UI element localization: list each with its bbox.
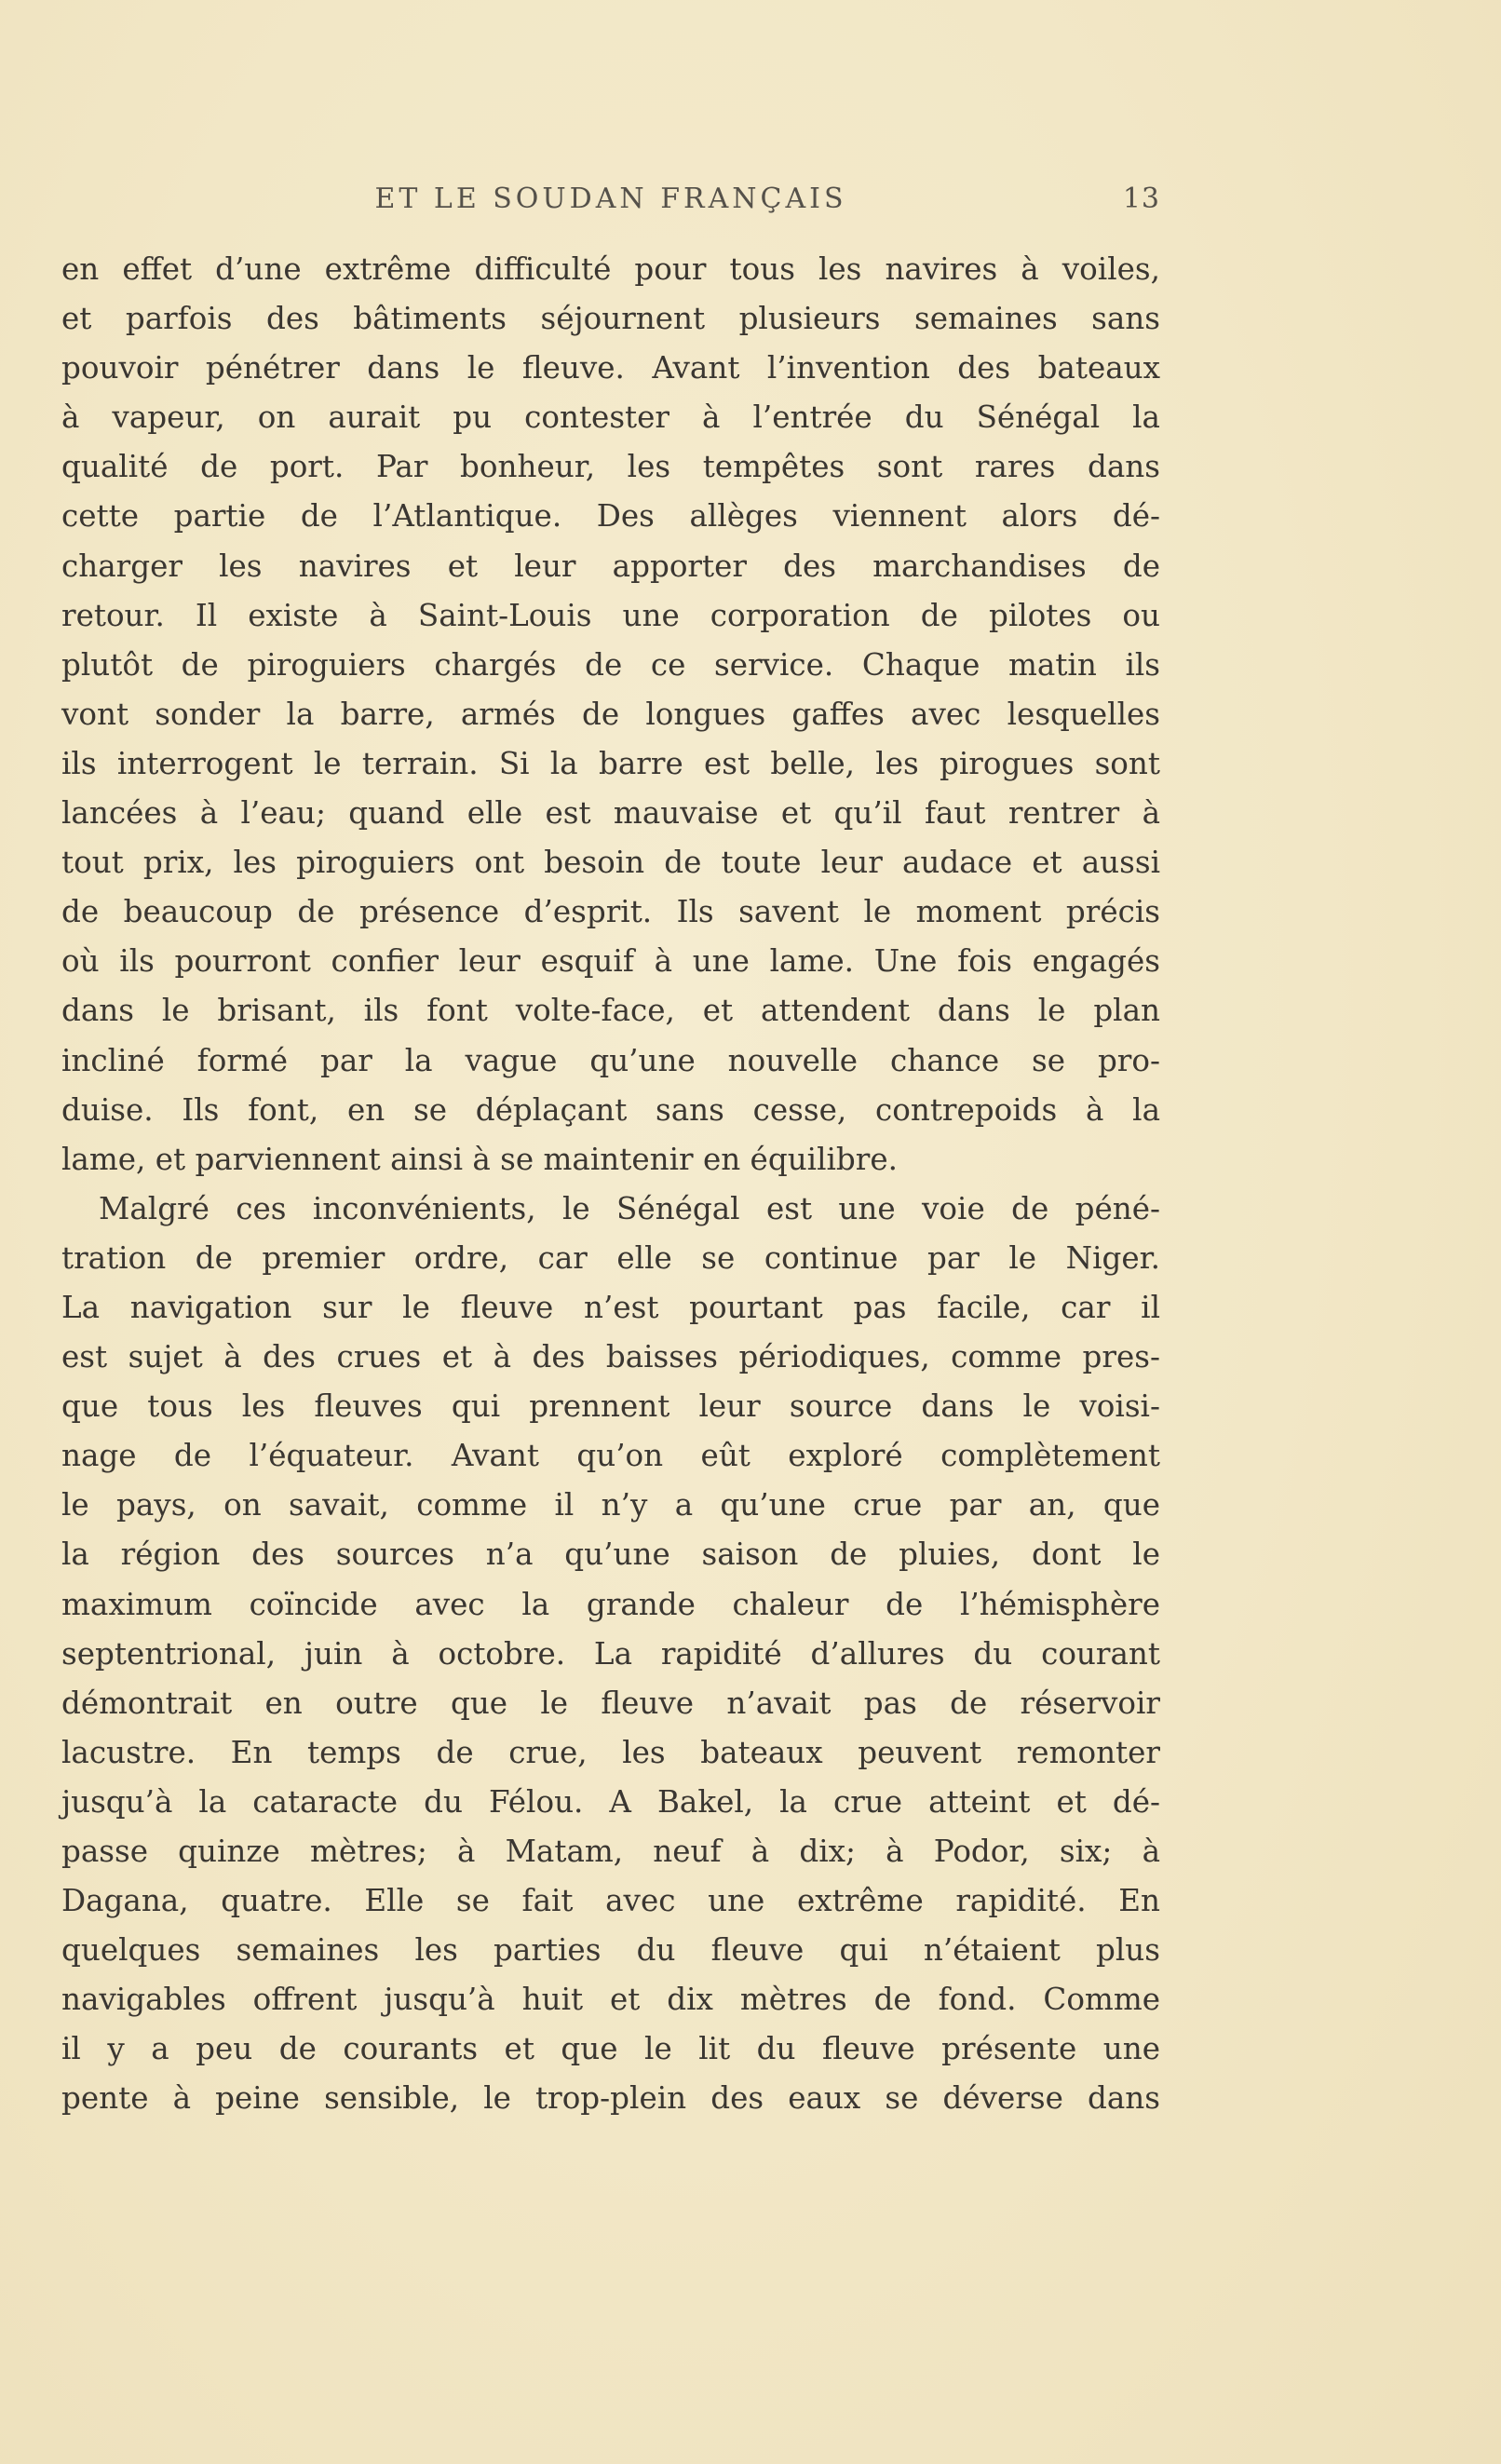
text-line: lacustre. En temps de crue, les bateaux peuvent remonter — [61, 1734, 1160, 1770]
text-line: vont sonder la barre, armés de longues gaffes avec lesquelles — [61, 696, 1160, 732]
text-line: dans le brisant, ils font volte-face, et attendent dans le plan — [61, 993, 1160, 1029]
body-text — [61, 245, 1160, 2124]
text-line: Dagana, quatre. Elle se fait avec une extrême rapidité. En — [61, 1883, 1160, 1919]
text-line: La navigation sur le fleuve n’est pourtant pas facile, car il — [61, 1289, 1160, 1325]
text-line: jusqu’à la cataracte du Félou. A Bakel, la crue atteint et dé- — [61, 1783, 1160, 1820]
paragraph-end-line: lame, et parviennent ainsi à se maintenir en équilibre. — [61, 1141, 898, 1177]
text-line: tration de premier ordre, car elle se continue par le Niger. — [61, 1239, 1160, 1276]
page-number: 13 — [1122, 183, 1160, 215]
text-line: le pays, on savait, comme il n’y a qu’une crue par an, que — [61, 1487, 1160, 1523]
text-line: incliné formé par la vague qu’une nouvelle chance se pro- — [61, 1042, 1160, 1078]
text-line: maximum coïncide avec la grande chaleur de l’hémisphère — [61, 1586, 1160, 1622]
text-line: en effet d’une extrême difficulté pour tous les navires à voiles, — [61, 251, 1160, 287]
text-line: quelques semaines les parties du fleuve qui n’étaient plus — [61, 1932, 1160, 1969]
running-head — [61, 183, 1160, 220]
text-line: navigables offrent jusqu’à huit et dix mètres de fond. Comme — [61, 1982, 1160, 2018]
text-line: tout prix, les piroguiers ont besoin de toute leur audace et aussi — [61, 845, 1160, 881]
text-line: charger les navires et leur apporter des marchandises de — [61, 548, 1160, 584]
text-line: retour. Il existe à Saint-Louis une corporation de pilotes ou — [61, 597, 1160, 633]
text-line: pente à peine sensible, le trop-plein des eaux se déverse dans — [61, 2080, 1160, 2117]
text-line: passe quinze mètres; à Matam, neuf à dix; à Podor, six; à — [61, 1834, 1160, 1869]
text-line: cette partie de l’Atlantique. Des allèges viennent alors dé- — [61, 498, 1160, 535]
text-line: de beaucoup de présence d’esprit. Ils savent le moment précis — [61, 894, 1160, 930]
text-line: la région des sources n’a qu’une saison de pluies, dont le — [61, 1537, 1160, 1573]
running-title: ET LE SOUDAN FRANÇAIS — [374, 183, 847, 215]
text-line: ils interrogent le terrain. Si la barre est belle, les pirogues sont — [61, 745, 1160, 781]
text-line: il y a peu de courants et que le lit du fleuve présente une — [61, 2031, 1160, 2067]
text-line: plutôt de piroguiers chargés de ce service. Chaque matin ils — [61, 646, 1160, 683]
text-line: lancées à l’eau; quand elle est mauvaise et qu’il faut rentrer à — [61, 795, 1160, 832]
text-line: démontrait en outre que le fleuve n’avait pas de réservoir — [61, 1685, 1160, 1721]
text-line: septentrional, juin à octobre. La rapidité d’allures du courant — [61, 1635, 1160, 1672]
text-line: que tous les fleuves qui prennent leur source dans le voisi- — [61, 1388, 1160, 1425]
text-line: et parfois des bâtiments séjournent plusieurs semaines sans — [61, 301, 1160, 337]
paragraph-start-line: Malgré ces inconvénients, le Sénégal est une voie de péné- — [99, 1190, 1160, 1226]
text-line: à vapeur, on aurait pu contester à l’entrée du Sénégal la — [61, 399, 1160, 436]
text-line: qualité de port. Par bonheur, les tempêtes sont rares dans — [61, 449, 1160, 485]
text-line: duise. Ils font, en se déplaçant sans cesse, contrepoids à la — [61, 1091, 1160, 1128]
text-line: où ils pourront confier leur esquif à une lame. Une fois engagés — [61, 943, 1160, 980]
text-line: pouvoir pénétrer dans le fleuve. Avant l’invention des bateaux — [61, 350, 1160, 386]
text-line: nage de l’équateur. Avant qu’on eût exploré complètement — [61, 1438, 1160, 1474]
text-line: est sujet à des crues et à des baisses périodiques, comme pres- — [61, 1339, 1160, 1375]
